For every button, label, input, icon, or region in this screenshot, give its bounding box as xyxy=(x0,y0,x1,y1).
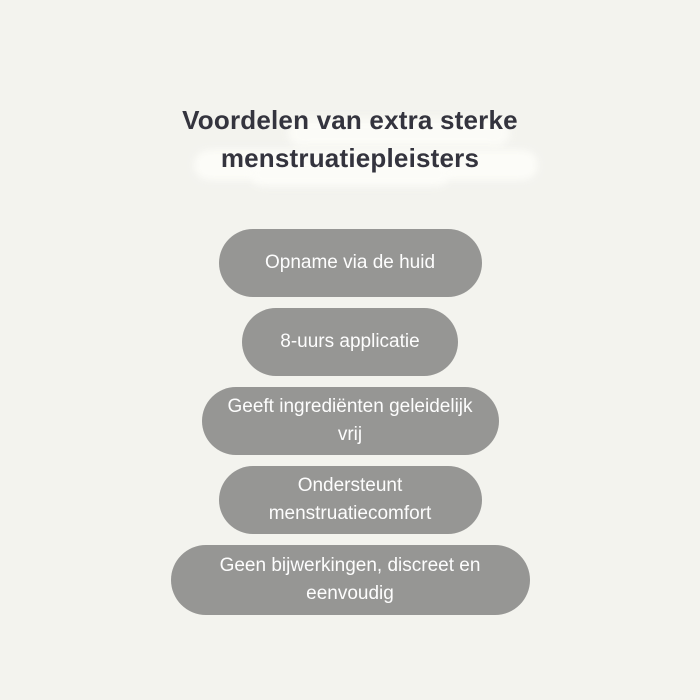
benefit-pill-opname: Opname via de huid xyxy=(219,229,482,297)
title-line-2: menstruatiepleisters xyxy=(220,143,480,174)
benefit-pill-comfort: Ondersteunt menstruatiecomfort xyxy=(219,466,482,534)
benefit-pill-stack xyxy=(0,229,700,615)
page-title xyxy=(0,101,700,177)
benefit-pill-bijwerkingen: Geen bijwerkingen, discreet en eenvoudig xyxy=(171,545,530,615)
title-line-1: Voordelen van extra sterke xyxy=(182,105,518,136)
benefit-pill-ingredienten: Geeft ingrediënten geleidelijk vrij xyxy=(202,387,499,455)
benefit-pill-applicatie: 8-uurs applicatie xyxy=(242,308,458,376)
